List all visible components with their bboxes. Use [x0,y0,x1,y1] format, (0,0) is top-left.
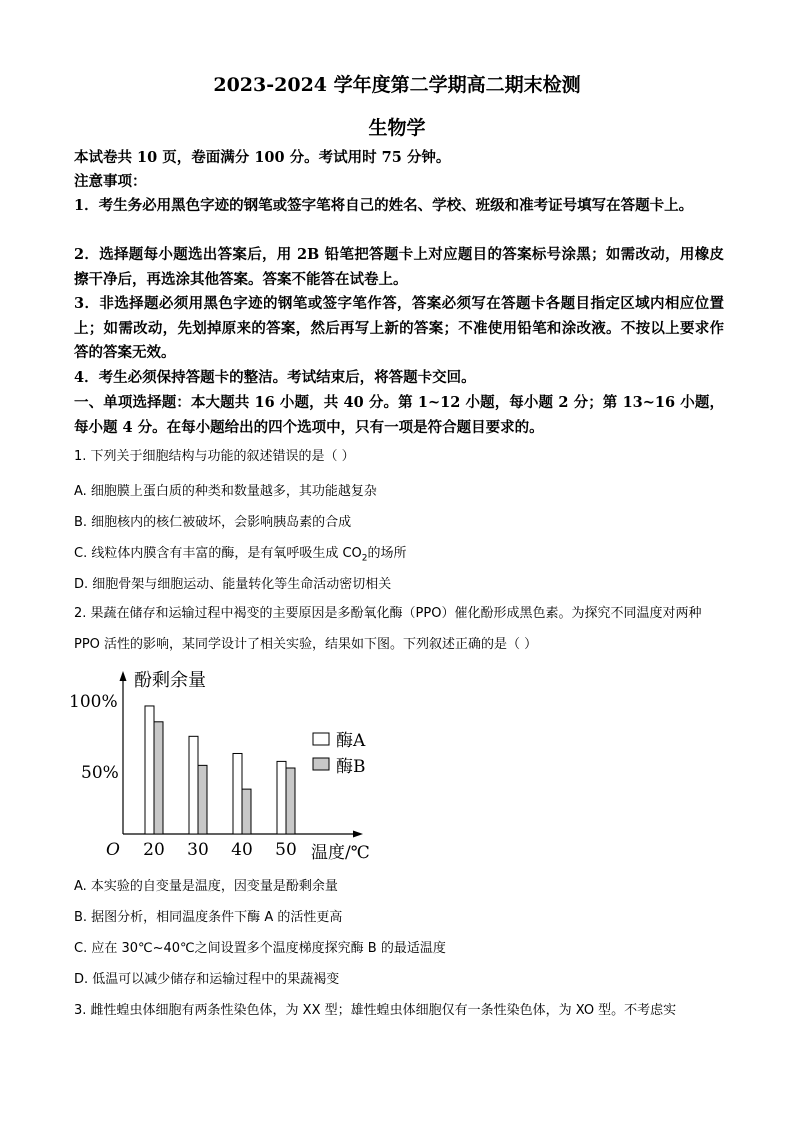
y-axis-arrow [120,671,127,681]
x-tick-label-40: 40 [231,840,253,860]
exam-title: 2023-2024 学年度第二学期高二期末检测 [213,74,581,96]
question-2-option-c: C. 应在 30℃~40℃之间设置多个温度梯度探究酶 B 的最适温度 [74,941,446,956]
y-tick-label-100: 100% [69,692,118,712]
x-tick-label-20: 20 [143,840,165,860]
note-1: 1．考生务必用黑色字迹的钢笔或签字笔将自己的姓名、学校、班级和准考证号填写在答题卡上。 [74,197,694,214]
exam-info: 本试卷共 10 页，卷面满分 100 分。考试用时 75 分钟。 [74,149,451,166]
chart-bars [145,706,295,834]
subject-title: 生物学 [368,117,426,139]
bar-enzyme-a-20 [145,706,154,834]
bar-enzyme-b-30 [198,765,207,834]
origin-label: O [106,840,120,860]
enzyme-bar-chart [60,662,400,870]
option-c-text-end: 的场所 [367,546,407,561]
note-4: 4．考生必须保持答题卡的整洁。考试结束后，将答题卡交回。 [74,369,476,386]
x-axis-arrow [353,831,363,838]
x-tick-label-30: 30 [187,840,209,860]
bar-enzyme-a-30 [189,736,198,834]
question-1-option-c [74,542,407,564]
bar-enzyme-b-20 [154,722,163,834]
bar-enzyme-a-40 [233,753,242,834]
bar-enzyme-a-50 [277,761,286,834]
y-tick-label-50: 50% [81,763,119,783]
notes-heading: 注意事项： [74,173,147,190]
section-heading: 一、单项选择题：本大题共 16 小题，共 40 分。第 1~12 小题，每小题 2 分；第 13~16 小题，每小题 4 分。在每小题给出的四个选项中，只有一项是符合题目要求的。 [74,394,724,436]
question-1-option-b: B. 细胞核内的核仁被破坏，会影响胰岛素的合成 [74,515,352,530]
legend-label-enzyme-b: 酶B [336,757,366,777]
y-axis-label: 酚剩余量 [134,670,206,691]
chart-legend [313,731,366,777]
bar-enzyme-b-50 [286,768,295,834]
legend-swatch-enzyme-b [313,758,329,770]
question-1-stem: 1. 下列关于细胞结构与功能的叙述错误的是（ ） [74,449,355,464]
question-2-stem: 2. 果蔬在储存和运输过程中褐变的主要原因是多酚氧化酶（PPO）催化酚形成黑色素。为探究不同温度对两种 PPO 活性的影响，某同学设计了相关实验，结果如下图。下列叙述正确的是（ ） [74,606,702,652]
question-2-option-a: A. 本实验的自变量是温度，因变量是酚剩余量 [74,879,338,894]
note-2: 2．选择题每小题选出答案后，用 2B 铅笔把答题卡上对应题目的答案标号涂黑；如需改动，用橡皮擦干净后，再选涂其他答案。答案不能答在试卷上。 [74,246,724,288]
co2-subscript: 2 [361,553,368,564]
question-1-option-a: A. 细胞膜上蛋白质的种类和数量越多，其功能越复杂 [74,484,377,499]
x-axis-label: 温度/℃ [311,843,370,863]
bar-enzyme-b-40 [242,789,251,834]
question-1-option-d: D. 细胞骨架与细胞运动、能量转化等生命活动密切相关 [74,577,392,592]
legend-swatch-enzyme-a [313,733,329,745]
question-2-option-b: B. 据图分析，相同温度条件下酶 A 的活性更高 [74,910,343,925]
question-3-stem: 3. 雌性蝗虫体细胞有两条性染色体，为 XX 型；雄性蝗虫体细胞仅有一条性染色体，为 XO 型。不考虑实 [74,1003,677,1018]
question-2-option-d: D. 低温可以减少储存和运输过程中的果蔬褐变 [74,972,340,987]
legend-label-enzyme-a: 酶A [336,731,366,751]
x-tick-label-50: 50 [275,840,297,860]
x-tick-labels [143,840,297,860]
note-3: 3．非选择题必须用黑色字迹的钢笔或签字笔作答，答案必须写在答题卡各题目指定区域内相应位置上；如需改动，先划掉原来的答案，然后再写上新的答案；不准使用铅笔和涂改液。不按以上要求作答的答案无效。 [74,295,724,361]
option-c-text: C. 线粒体内膜含有丰富的酶，是有氧呼吸生成 CO [74,546,362,561]
